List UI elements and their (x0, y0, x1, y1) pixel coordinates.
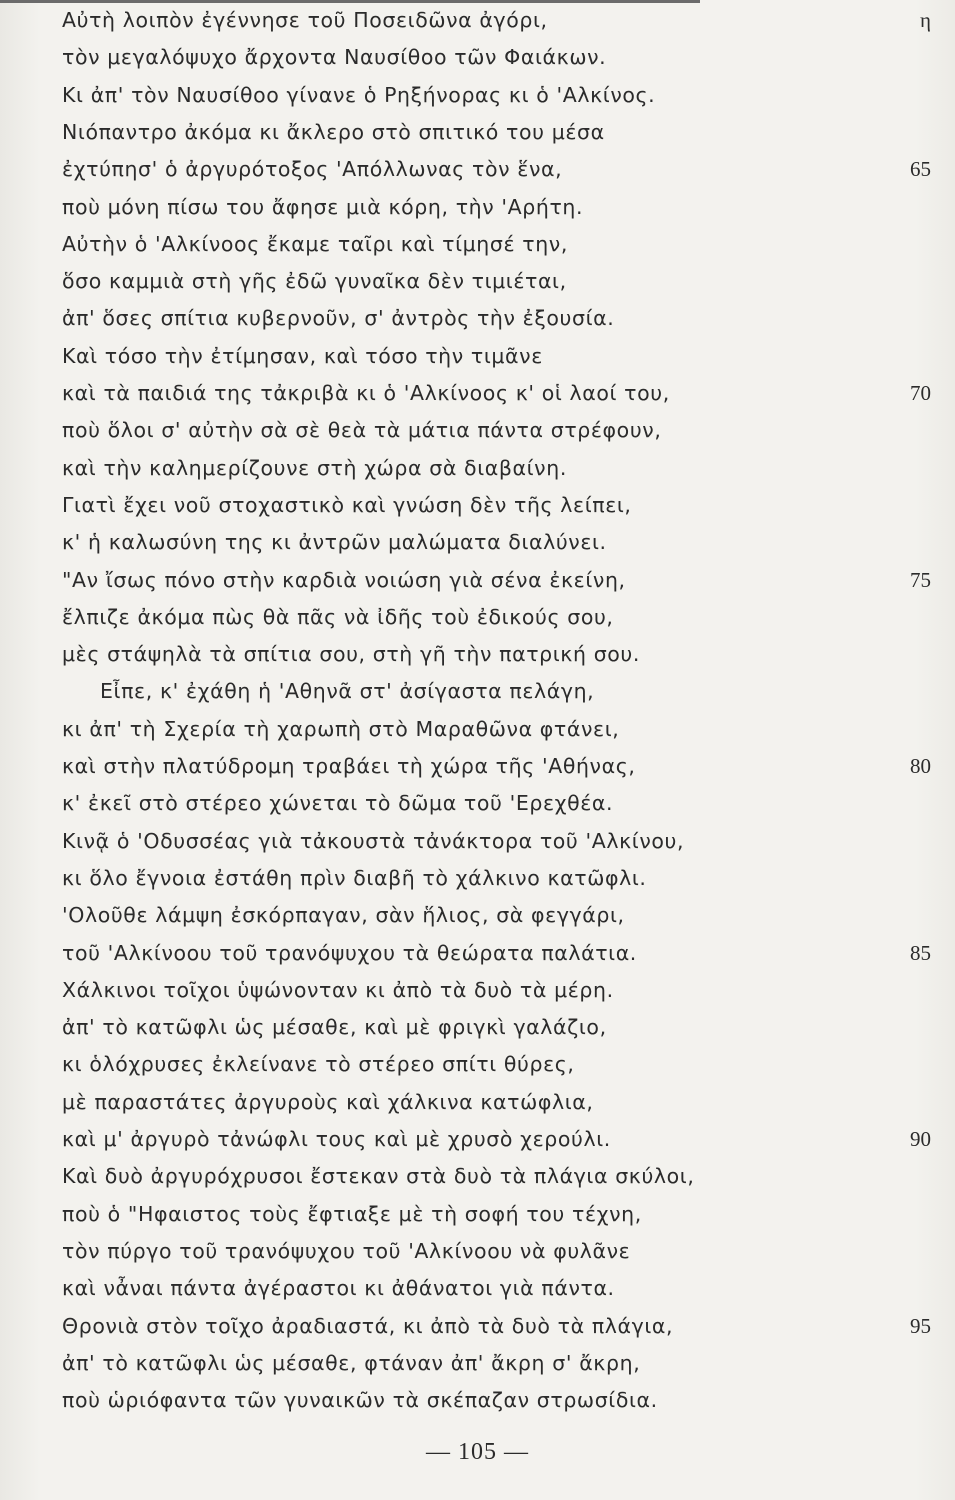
line-number: 65 (910, 157, 931, 182)
line-number: 95 (910, 1313, 931, 1338)
verse-line: Εἶπε, κ' ἐχάθη ἡ 'Αθηνᾶ στ' ἀσίγαστα πελάγη, (100, 679, 595, 704)
verse-line: καὶ μ' ἀργυρὸ τἀνώφλι τους καὶ μὲ χρυσὸ χερούλι. (62, 1127, 611, 1151)
verse-line: μὲ παραστάτες ἀργυροὺς καὶ χάλκινα κατώφλια, (62, 1089, 594, 1114)
verse-line: ὅσο καμμιὰ στὴ γῆς ἐδῶ γυναῖκα δὲν τιμιέται, (62, 269, 567, 294)
verse-line: ἀπ' τὸ κατῶφλι ὡς μέσαθε, καὶ μὲ φριγκὶ γαλάζιο, (62, 1015, 607, 1040)
verse-line: τὸν πύργο τοῦ τρανόψυχου τοῦ 'Αλκίνοου νὰ φυλᾶνε (62, 1238, 631, 1263)
verse-line: Νιόπαντρο ἀκόμα κι ἄκλερο στὸ σπιτικό του μέσα (62, 119, 605, 144)
verse-line: μὲς στάψηλὰ τὰ σπίτια σου, στὴ γῆ τὴν πατρική σου. (62, 642, 641, 667)
verse-line: ἀπ' ὅσες σπίτια κυβερνοῦν, σ' ἀντρὸς τὴν ἐξουσία. (62, 306, 615, 331)
verse-line: ἔλπιζε ἀκόμα πὼς θὰ πᾶς νὰ ἰδῆς τοὺ ἐδικούς σου, (62, 604, 614, 629)
verse-line: Θρονιὰ στὸν τοῖχο ἀραδιαστά, κι ἀπὸ τὰ δυὸ τὰ πλάγια, (62, 1313, 674, 1338)
verse-line: κι ὁλόχρυσες ἐκλείνανε τὸ στέρεο σπίτι θύρες, (62, 1052, 575, 1077)
verse-line: ἀπ' τὸ κατῶφλι ὡς μέσαθε, φτάναν ἀπ' ἄκρη σ' ἄκρη, (62, 1350, 641, 1375)
verse-line: τὸν μεγαλόψυχο ἄρχοντα Ναυσίθοο τῶν Φαιάκων. (62, 45, 607, 70)
verse-line: ἐχτύπησ' ὁ ἀργυρότοξος 'Απόλλωνας τὸν ἕνα, (62, 157, 563, 182)
verse-line: "Αν ἴσως πόνο στὴν καρδιὰ νοιώση γιὰ σένα ἐκείνη, (62, 567, 626, 592)
line-number: 70 (910, 381, 931, 405)
verse-line: Γιατὶ ἔχει νοῦ στοχαστικὸ καὶ γνώση δὲν τῆς λείπει, (62, 492, 632, 517)
verse-line: κι ἀπ' τὴ Σχερία τὴ χαρωπὴ στὸ Μαραθῶνα φτάνει, (62, 716, 620, 741)
verse-line: καὶ νἆναι πάντα ἀγέραστοι κι ἀθάνατοι γιὰ πάντα. (62, 1276, 615, 1301)
verse-line: ποὺ μόνη πίσω του ἄφησε μιὰ κόρη, τὴν 'Αρήτη. (62, 194, 584, 219)
page-number: — 105 — (426, 1439, 529, 1465)
line-number: 85 (910, 940, 931, 965)
verse-line: καὶ στὴν πλατύδρομη τραβάει τὴ χώρα τῆς 'Αθήνας, (62, 754, 636, 778)
verse-line: Κινᾷ ὁ 'Οδυσσέας γιὰ τἀκουστὰ τἀνάκτορα τοῦ 'Αλκίνου, (62, 828, 685, 853)
verse-line: 'Ολοῦθε λάμψη ἐσκόρπαγαν, σὰν ἥλιος, σὰ φεγγάρι, (62, 903, 625, 928)
verse-line: ποὺ ὁ "Ηφαιστος τοὺς ἔφτιαξε μὲ τὴ σοφή του τέχνη, (62, 1201, 642, 1226)
verse-line: Αὐτὴν ὁ 'Αλκίνοος ἔκαμε ταῖρι καὶ τίμησέ την, (62, 231, 568, 256)
line-number: 90 (910, 1127, 931, 1151)
verse-line: κ' ἡ καλωσύνη της κι ἀντρῶν μαλώματα διαλύνει. (62, 530, 607, 555)
line-number: η (920, 8, 931, 32)
line-number: 75 (910, 567, 931, 592)
verse-line: ποὺ ὅλοι σ' αὐτὴν σὰ σὲ θεὰ τὰ μάτια πάντα στρέφουν, (62, 418, 662, 443)
verse-line: ποὺ ὡριόφαντα τῶν γυναικῶν τὰ σκέπαζαν στρωσίδια. (62, 1388, 658, 1413)
verse-line: Κι ἀπ' τὸν Ναυσίθοο γίνανε ὁ Ρηξήνορας κι ὁ 'Αλκίνος. (62, 82, 656, 107)
verse-line: κι ὅλο ἔγνοια ἐστάθη πρὶν διαβῆ τὸ χάλκινο κατῶφλι. (62, 865, 647, 890)
verse-line: Καὶ δυὸ ἀργυρόχρυσοι ἔστεκαν στὰ δυὸ τὰ πλάγια σκύλοι, (62, 1164, 695, 1189)
verse-line: Καὶ τόσο τὴν ἐτίμησαν, καὶ τόσο τὴν τιμᾶνε (62, 343, 543, 368)
verse-line: καὶ τὴν καλημερίζουνε στὴ χώρα σὰ διαβαίνη. (62, 455, 567, 480)
line-number: 80 (910, 754, 931, 778)
verse-line: Αὐτὴ λοιπὸν ἐγέννησε τοῦ Ποσειδῶνα ἀγόρι, (62, 8, 548, 32)
verse-line: κ' ἐκεῖ στὸ στέρεο χώνεται τὸ δῶμα τοῦ 'Ερεχθέα. (62, 791, 614, 816)
verse-line: Χάλκινοι τοῖχοι ὑψώνονταν κι ἀπὸ τὰ δυὸ τὰ μέρη. (62, 977, 614, 1002)
verse-line: καὶ τὰ παιδιά της τἀκριβὰ κι ὁ 'Αλκίνοος κ' οἱ λαοί του, (62, 381, 670, 405)
verse-line: τοῦ 'Αλκίνοου τοῦ τρανόψυχου τὰ θεώρατα παλάτια. (62, 940, 637, 965)
